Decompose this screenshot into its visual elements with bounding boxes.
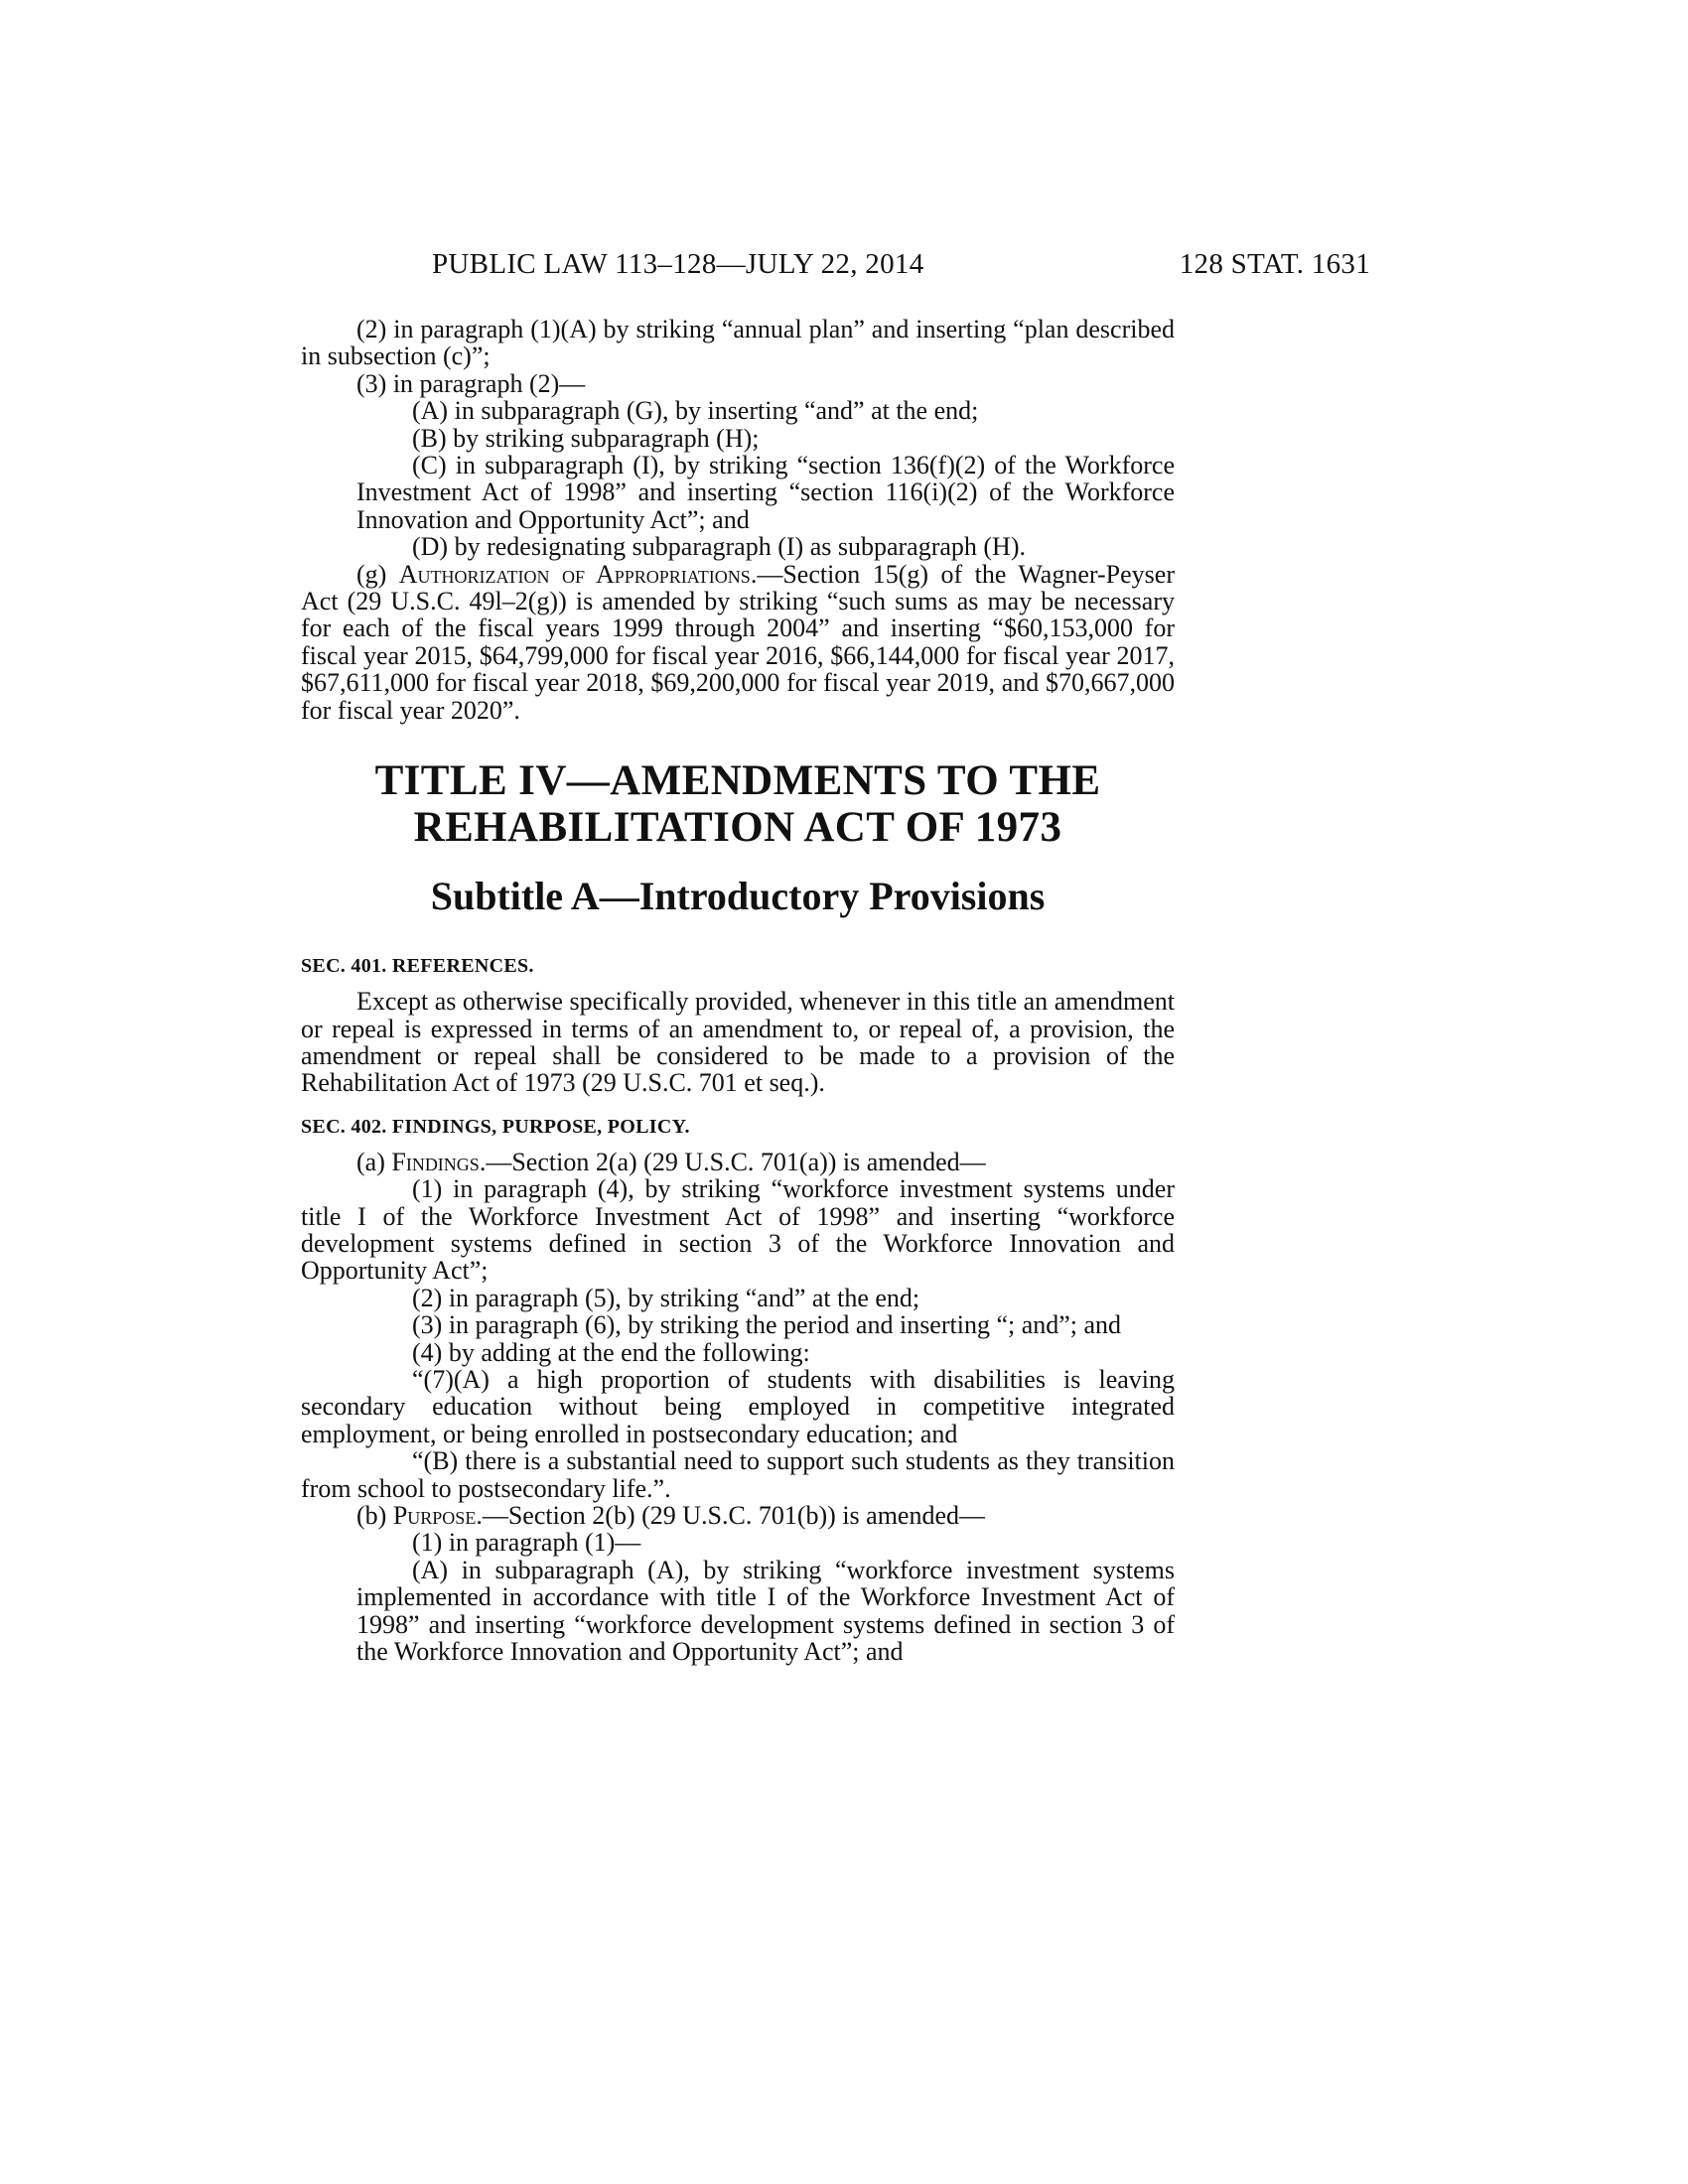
subsection-heading: Findings: [391, 1147, 480, 1176]
quoted-paragraph: “(B) there is a substantial need to support such students as they transition from school to postsecondary life.”.: [301, 1446, 1175, 1503]
subsection-text: .—Section 15(g) of the Wagner-Peyser Act (29 U.S.C. 49l–2(g)) is amended by striking “such sums as may be necessary for each of the fiscal years 1999 through 2004” and inserting “$60,153,000 for fiscal year 2015, $64,799,000 for fiscal year 2016, $66,144,000 for fiscal year 2017, $67,611,000 for fiscal year 2018, $69,200,000 for fiscal year 2019, and $70,667,000 for fiscal year 2020”.: [301, 559, 1175, 725]
subsection-text: .—Section 2(a) (29 U.S.C. 701(a)) is amended—: [479, 1147, 986, 1176]
paragraph: (1) in paragraph (4), by striking “workforce investment systems under title I of the Workforce Investment Act of 1998” and inserting “workforce development systems defined in section 3 of the Workforce Innovation and Opportunity Act”;: [301, 1174, 1175, 1286]
statute-page-number: 128 STAT. 1631: [1179, 248, 1370, 280]
page-header: [432, 248, 1370, 288]
section-heading: SEC. 401. REFERENCES.: [301, 955, 534, 978]
document-body: [301, 316, 1175, 1665]
title-line: REHABILITATION ACT OF 1973: [413, 804, 1062, 852]
quoted-paragraph: “(7)(A) a high proportion of students with disabilities is leaving secondary education without being employed in competitive integrated employment, or being enrolled in postsecondary education; and: [301, 1364, 1175, 1448]
subsection-g: [301, 561, 1175, 724]
running-title: PUBLIC LAW 113–128—JULY 22, 2014: [432, 248, 924, 280]
subparagraph: (D) by redesignating subparagraph (I) as subparagraph (H).: [412, 532, 1026, 562]
paragraph: (3) in paragraph (6), by striking the period and inserting “; and”; and: [412, 1310, 1122, 1340]
subtitle-heading: Subtitle A—Introductory Provisions: [430, 874, 1046, 919]
paragraph: (1) in paragraph (1)—: [412, 1528, 641, 1558]
paragraph: (3) in paragraph (2)—: [356, 368, 586, 398]
subsection-heading: Purpose: [392, 1501, 477, 1530]
subsection-label: (a): [356, 1147, 392, 1176]
paragraph: (4) by adding at the end the following:: [412, 1337, 810, 1367]
subsection-text: .—Section 2(b) (29 U.S.C. 701(b)) is amended—: [476, 1501, 986, 1530]
subparagraph: (A) in subparagraph (A), by striking “workforce investment systems implemented in accordance with title I of the Workforce Investment Act of 1998” and inserting “workforce development systems defined in section 3 of the Workforce Innovation and Opportunity Act”; and: [356, 1555, 1175, 1667]
subsection-label: (b): [356, 1501, 393, 1530]
title-line: TITLE IV—AMENDMENTS TO THE: [374, 757, 1101, 805]
title-heading: [301, 757, 1175, 851]
subsection-heading: Authorization of Appropriations: [398, 559, 751, 589]
subsection-a: [301, 1149, 1175, 1175]
section-heading: SEC. 402. FINDINGS, PURPOSE, POLICY.: [301, 1115, 690, 1138]
subparagraph: (A) in subparagraph (G), by inserting “and” at the end;: [412, 396, 979, 426]
subsection-b: [301, 1502, 1175, 1529]
paragraph: (2) in paragraph (1)(A) by striking “annual plan” and inserting “plan described in subsection (c)”;: [301, 315, 1175, 371]
subparagraph: (B) by striking subparagraph (H);: [412, 423, 760, 453]
section-text: Except as otherwise specifically provided, whenever in this title an amendment or repeal is expressed in terms of an amendment to, or repeal of, a provision, the amendment or repeal shall be considered to be made to a provision of the Rehabilitation Act of 1973 (29 U.S.C. 701 et seq.).: [301, 987, 1175, 1098]
paragraph: (2) in paragraph (5), by striking “and” at the end;: [412, 1283, 920, 1312]
subsection-label: (g): [356, 559, 399, 589]
subparagraph: (C) in subparagraph (I), by striking “section 136(f)(2) of the Workforce Investment Act of 1998” and inserting “section 116(i)(2) of the Workforce Innovation and Opportunity Act”; and: [356, 451, 1175, 534]
